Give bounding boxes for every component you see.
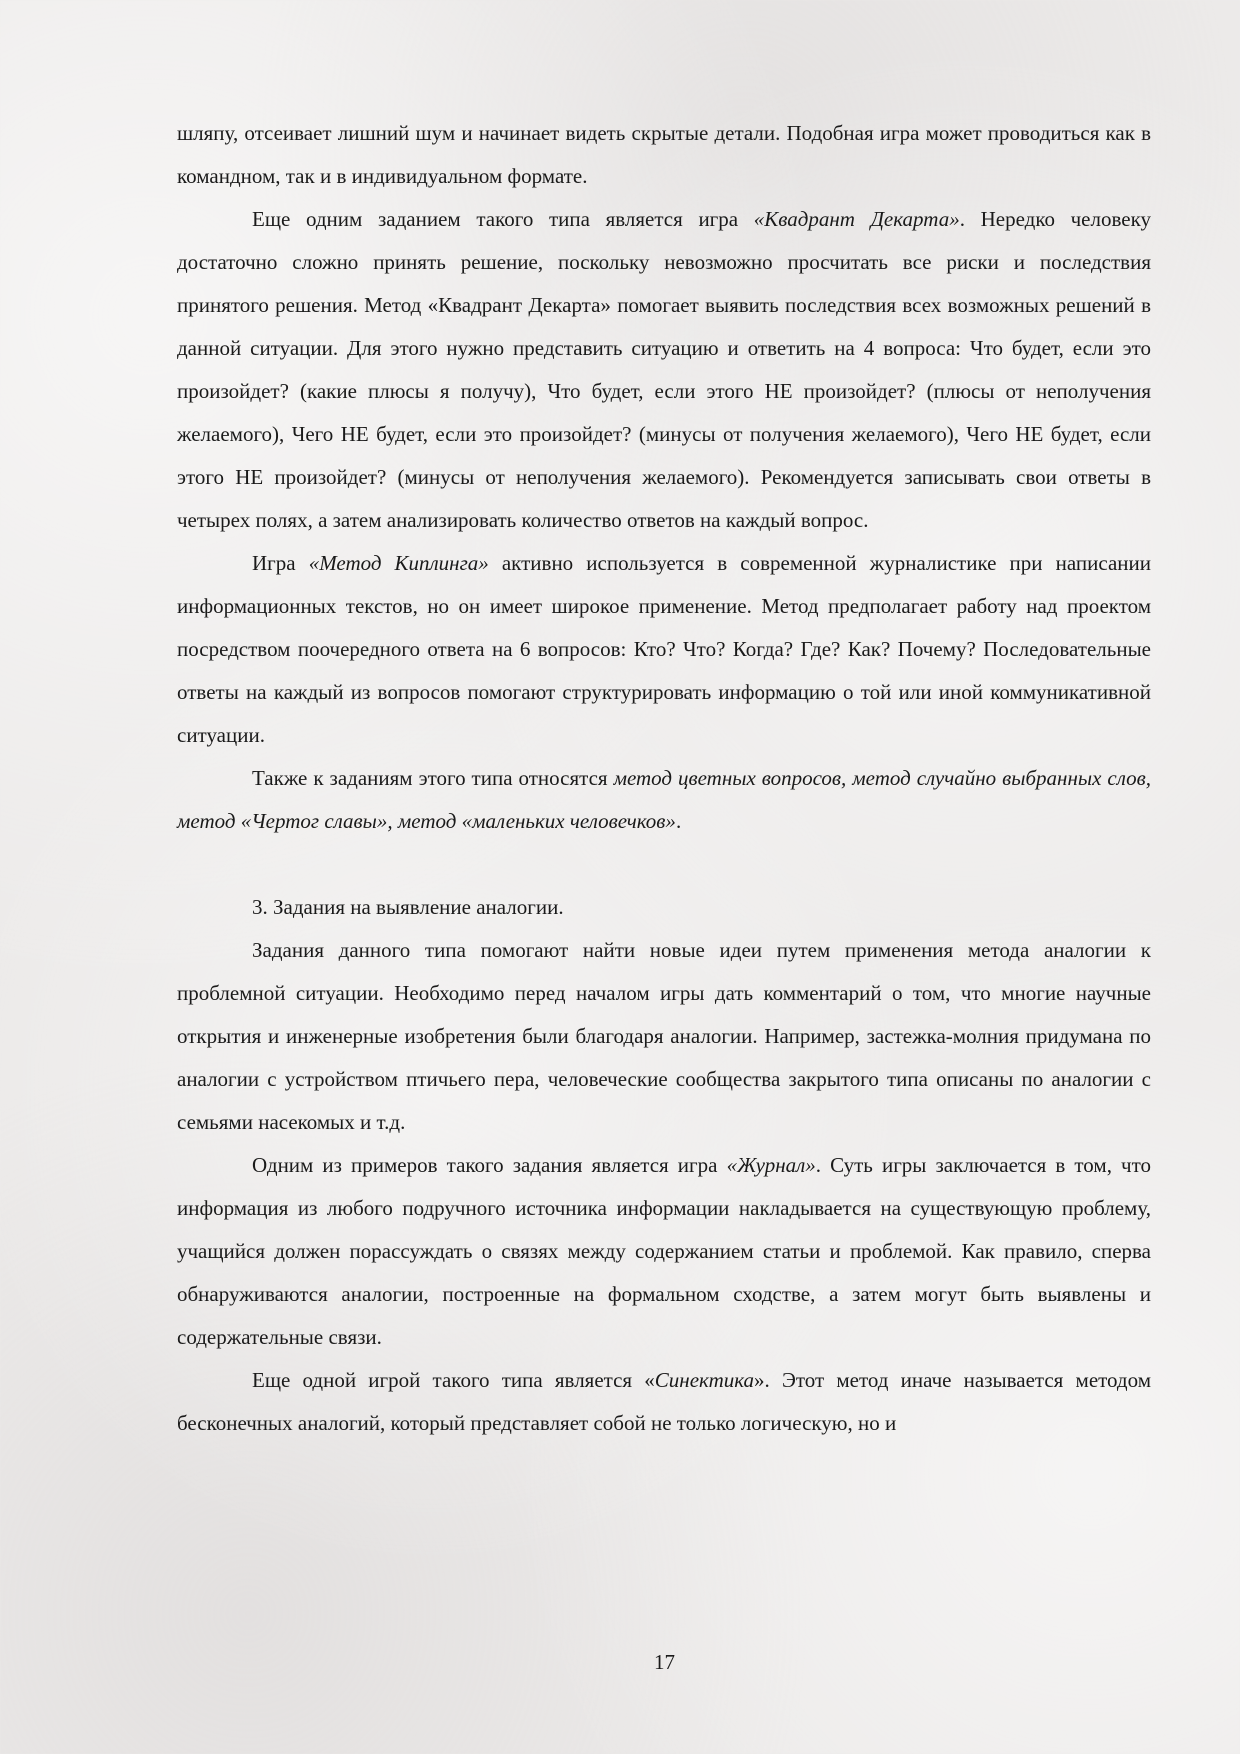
paragraph-analogy-intro bbox=[177, 929, 1151, 1144]
italic-method-list: метод цветных вопросов, метод случайно выбранных слов, метод «Чертог славы», метод «маленьких человечков» bbox=[177, 766, 1151, 833]
heading-text: 3. Задания на выявление аналогии. bbox=[252, 895, 564, 919]
text-run: активно используется в современной журналистике при написании информационных текстов, но он имеет широкое применение. Метод предполагает работу над проектом посредством поочередного ответа на 6 вопросов: Кто? Что? Когда? Где? Как? Почему? Последовательные ответы на каждый из вопросов помогают структурировать информацию о той или иной коммуникативной ситуации. bbox=[177, 551, 1151, 747]
text-run: ». Этот метод иначе называется методом бесконечных аналогий, который представляет собой не только логическую, но и bbox=[177, 1368, 1152, 1435]
paragraph-journal-game bbox=[177, 1144, 1151, 1359]
paragraph-other-methods bbox=[177, 757, 1151, 843]
text-run: Еще одним заданием такого типа является игра bbox=[252, 207, 754, 231]
paragraph-kipling-method bbox=[177, 542, 1151, 757]
italic-game-title: «Метод Киплинга» bbox=[308, 551, 489, 575]
page-number: 17 bbox=[654, 1650, 675, 1674]
paragraph-hat-game-ending bbox=[177, 112, 1151, 198]
italic-game-title: «Журнал» bbox=[726, 1153, 816, 1177]
paragraph-synectics bbox=[177, 1359, 1151, 1445]
italic-game-title: Синектика bbox=[654, 1368, 755, 1392]
text-run: . bbox=[675, 809, 682, 833]
text-run: Еще одной игрой такого типа является « bbox=[252, 1368, 655, 1392]
text-run: Игра bbox=[252, 551, 309, 575]
paragraph-descartes-quadrant bbox=[177, 198, 1151, 542]
section-heading-analogy-tasks bbox=[177, 886, 1151, 929]
text-run: Задания данного типа помогают найти новые идеи путем применения метода аналогии к проблемной ситуации. Необходимо перед началом игры дать комментарий о том, что многие научные открытия и инженерные изобретения были благодаря аналогии. Например, застежка-молния придумана по аналогии с устройством птичьего пера, человеческие сообщества закрытого типа описаны по аналогии с семьями насекомых и т.д. bbox=[177, 938, 1151, 1134]
text-run: Также к заданиям этого типа относятся bbox=[252, 766, 614, 790]
italic-game-title: «Квадрант Декарта» bbox=[753, 207, 960, 231]
text-run: шляпу, отсеивает лишний шум и начинает видеть скрытые детали. Подобная игра может проводиться как в командном, так и в индивидуальном формате. bbox=[177, 121, 1151, 188]
text-run: Одним из примеров такого задания является игра bbox=[252, 1153, 727, 1177]
text-run: . Нередко человеку достаточно сложно принять решение, поскольку невозможно просчитать все риски и последствия принятого решения. Метод «Квадрант Декарта» помогает выявить последствия всех возможных решений в данной ситуации. Для этого нужно представить ситуацию и ответить на 4 вопроса: Что будет, если это произойдет? (какие плюсы я получу), Что будет, если этого НЕ произойдет? (плюсы от неполучения желаемого), Чего НЕ будет, если это произойдет? (минусы от получения желаемого), Чего НЕ будет, если этого НЕ произойдет? (минусы от неполучения желаемого). Рекомендуется записывать свои ответы в четырех полях, а затем анализировать количество ответов на каждый вопрос. bbox=[177, 207, 1152, 532]
text-run: . Суть игры заключается в том, что информация из любого подручного источника информации накладывается на существующую проблему, учащийся должен порассуждать о связях между содержанием статьи и проблемой. Как правило, сперва обнаруживаются аналогии, построенные на формальном сходстве, а затем могут быть выявлены и содержательные связи. bbox=[177, 1153, 1151, 1349]
document-body bbox=[177, 112, 1151, 1445]
